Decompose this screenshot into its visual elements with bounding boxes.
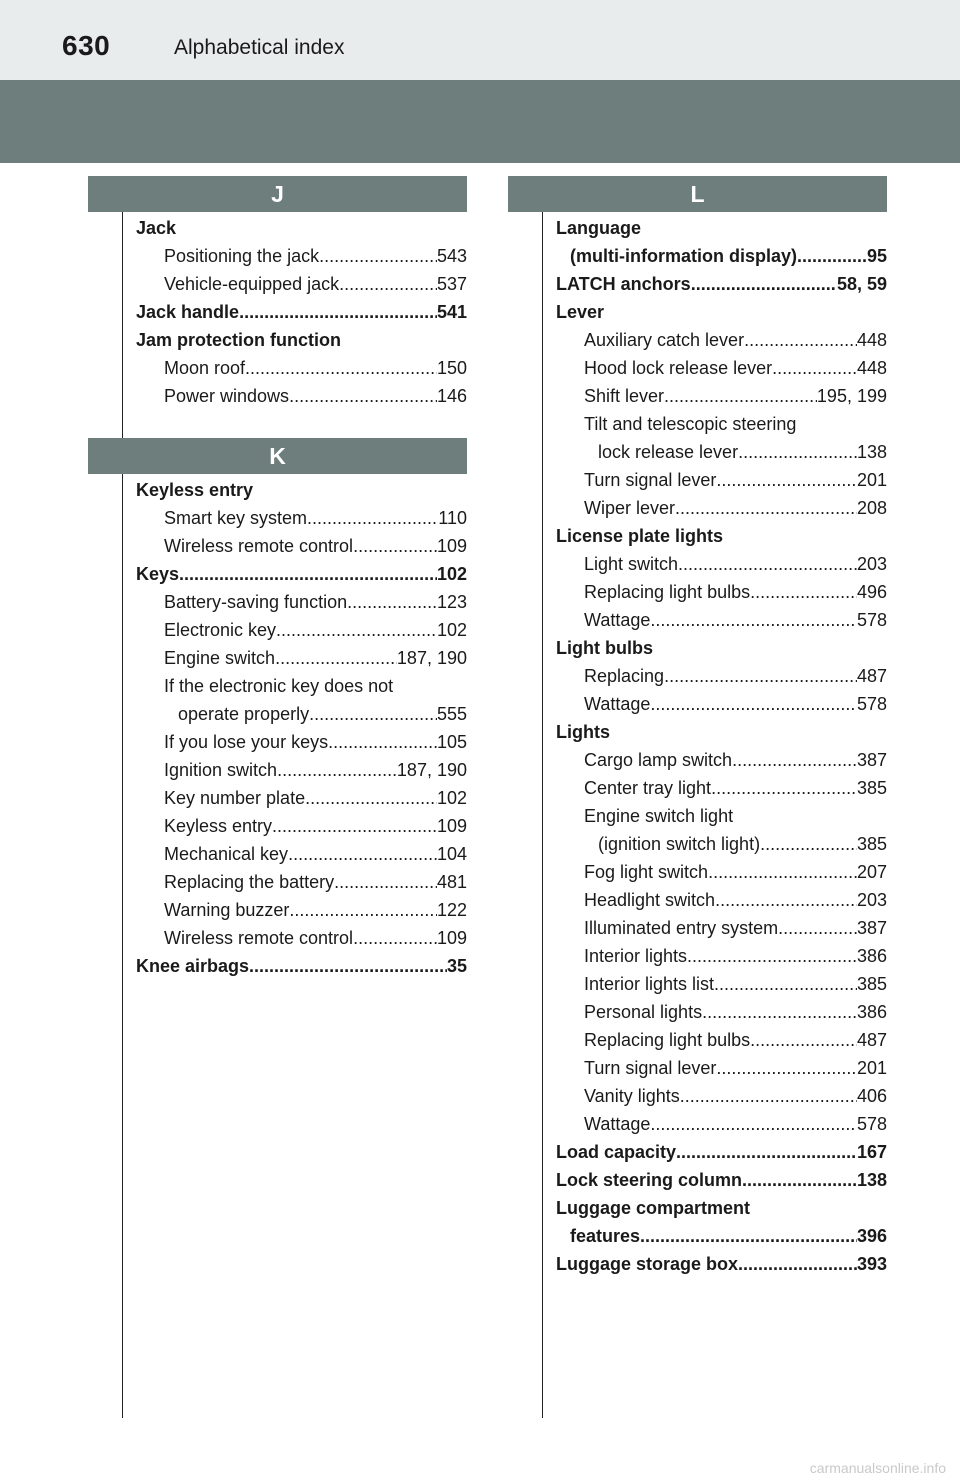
index-entry <box>556 382 887 410</box>
page-reference: 578 <box>856 694 887 714</box>
index-entry <box>556 802 887 830</box>
entry-label: Key number plate <box>164 788 306 808</box>
page-reference: 386 <box>856 946 887 966</box>
entry-label: Luggage compartment <box>556 1198 751 1218</box>
page-reference: 203 <box>856 554 887 574</box>
leader-dots <box>772 354 857 382</box>
entry-label: If you lose your keys <box>164 732 329 752</box>
page-number: 630 <box>62 30 111 61</box>
entry-label: Tilt and telescopic steering <box>584 414 797 434</box>
index-list-l <box>556 214 887 1278</box>
leader-dots <box>750 578 857 606</box>
leader-dots <box>347 588 437 616</box>
index-list-k <box>136 476 467 980</box>
page-reference: 146 <box>436 386 467 406</box>
index-entry <box>136 924 467 952</box>
index-entry <box>556 550 887 578</box>
index-entry <box>136 382 467 410</box>
leader-dots <box>309 700 437 728</box>
entry-label: Engine switch <box>164 648 276 668</box>
leader-dots <box>687 942 857 970</box>
index-entry <box>556 1054 887 1082</box>
leader-dots <box>742 1166 857 1194</box>
header-band <box>0 80 960 163</box>
entry-label: Lights <box>556 722 610 742</box>
page-reference: 448 <box>856 330 887 350</box>
index-entry <box>556 690 887 718</box>
leader-dots <box>277 756 397 784</box>
page-reference: 387 <box>856 750 887 770</box>
index-entry <box>556 970 887 998</box>
index-entry <box>136 700 467 728</box>
leader-dots <box>289 896 437 924</box>
entry-label: Engine switch light <box>584 806 734 826</box>
index-entry <box>556 242 887 270</box>
column-rule-right <box>542 212 543 1418</box>
index-entry <box>136 868 467 896</box>
index-entry <box>556 662 887 690</box>
entry-label: Wattage <box>584 610 651 630</box>
page-reference: 187, 190 <box>396 760 467 780</box>
page-reference: 109 <box>436 928 467 948</box>
page-reference: 448 <box>856 358 887 378</box>
leader-dots <box>675 494 857 522</box>
index-entry <box>136 326 467 354</box>
entry-label: Knee airbags <box>136 956 250 976</box>
entry-label: Wiper lever <box>584 498 676 518</box>
page-reference: 385 <box>856 778 887 798</box>
index-entry <box>556 998 887 1026</box>
entry-label: Smart key system <box>164 508 308 528</box>
index-entry <box>136 672 467 700</box>
leader-dots <box>640 1222 857 1250</box>
page-reference: 393 <box>856 1254 887 1274</box>
index-entry <box>556 214 887 242</box>
page-reference: 537 <box>436 274 467 294</box>
leader-dots <box>339 270 437 298</box>
entry-label: Light bulbs <box>556 638 653 658</box>
leader-dots <box>676 1138 857 1166</box>
page-reference: 104 <box>436 844 467 864</box>
index-entry <box>556 410 887 438</box>
leader-dots <box>678 550 857 578</box>
entry-label: features <box>570 1226 641 1246</box>
leader-dots <box>714 970 857 998</box>
entry-label: Language <box>556 218 642 238</box>
page-reference: 187, 190 <box>396 648 467 668</box>
index-entry <box>556 1082 887 1110</box>
index-entry <box>556 1194 887 1222</box>
entry-label: Jack handle <box>136 302 240 322</box>
page-reference: 201 <box>856 470 887 490</box>
leader-dots <box>272 812 437 840</box>
entry-label: Jam protection function <box>136 330 342 350</box>
entry-label: Center tray light <box>584 778 712 798</box>
page-reference: 138 <box>856 442 887 462</box>
page-title: Alphabetical index <box>174 36 345 59</box>
index-entry <box>556 1026 887 1054</box>
leader-dots <box>650 690 857 718</box>
entry-label: Keys <box>136 564 180 584</box>
index-entry <box>556 914 887 942</box>
index-entry <box>136 756 467 784</box>
page-reference: 195, 199 <box>816 386 887 406</box>
page-reference: 487 <box>856 1030 887 1050</box>
entry-label: Illuminated entry system <box>584 918 779 938</box>
leader-dots <box>708 858 857 886</box>
entry-label: Replacing light bulbs <box>584 582 751 602</box>
page-reference: 386 <box>856 1002 887 1022</box>
entry-label: Replacing light bulbs <box>584 1030 751 1050</box>
leader-dots <box>716 466 857 494</box>
page-reference: 496 <box>856 582 887 602</box>
entry-label: Keyless entry <box>164 816 273 836</box>
page-reference: 123 <box>436 592 467 612</box>
leader-dots <box>750 1026 857 1054</box>
leader-dots <box>680 1082 857 1110</box>
page-reference: 385 <box>856 974 887 994</box>
entry-label: License plate lights <box>556 526 724 546</box>
index-entry <box>556 858 887 886</box>
page-reference: 207 <box>856 862 887 882</box>
entry-label: Lever <box>556 302 605 322</box>
page-reference: 102 <box>436 564 467 584</box>
index-entry <box>556 1166 887 1194</box>
entry-label: Load capacity <box>556 1142 677 1162</box>
index-entry <box>136 896 467 924</box>
index-entry <box>136 242 467 270</box>
leader-dots <box>249 952 447 980</box>
entry-label: Turn signal lever <box>584 470 717 490</box>
entry-label: Replacing <box>584 666 665 686</box>
entry-label: Interior lights list <box>584 974 715 994</box>
entry-label: operate properly <box>178 704 310 724</box>
index-entry <box>556 634 887 662</box>
leader-dots <box>305 784 437 812</box>
page-reference: 109 <box>436 536 467 556</box>
index-entry <box>136 588 467 616</box>
entry-label: lock release lever <box>598 442 739 462</box>
page-reference: 578 <box>856 1114 887 1134</box>
index-entry <box>556 718 887 746</box>
index-entry <box>556 606 887 634</box>
index-entry <box>556 830 887 858</box>
entry-label: Ignition switch <box>164 760 278 780</box>
index-entry <box>556 522 887 550</box>
entry-label: Auxiliary catch lever <box>584 330 745 350</box>
page-reference: 385 <box>856 834 887 854</box>
page-reference: 481 <box>436 872 467 892</box>
entry-label: (multi-information display) <box>570 246 797 266</box>
page-reference: 167 <box>856 1142 887 1162</box>
entry-label: Cargo lamp switch <box>584 750 733 770</box>
entry-label: Wireless remote control <box>164 928 354 948</box>
leader-dots <box>711 774 857 802</box>
page-reference: 203 <box>856 890 887 910</box>
entry-label: Personal lights <box>584 1002 703 1022</box>
page-reference: 102 <box>436 620 467 640</box>
page-reference: 406 <box>856 1086 887 1106</box>
index-entry <box>556 886 887 914</box>
entry-label: Headlight switch <box>584 890 716 910</box>
leader-dots <box>778 914 857 942</box>
leader-dots <box>715 886 857 914</box>
page-reference: 487 <box>856 666 887 686</box>
page-reference: 109 <box>436 816 467 836</box>
page-reference: 138 <box>856 1170 887 1190</box>
entry-label: (ignition switch light) <box>598 834 761 854</box>
leader-dots <box>245 354 437 382</box>
index-entry <box>556 326 887 354</box>
page-reference: 208 <box>856 498 887 518</box>
section-header-j: J <box>88 176 467 212</box>
leader-dots <box>328 728 437 756</box>
index-entry <box>556 354 887 382</box>
index-entry <box>136 784 467 812</box>
leader-dots <box>797 242 867 270</box>
leader-dots <box>732 746 857 774</box>
page-reference: 102 <box>436 788 467 808</box>
index-entry <box>136 616 467 644</box>
leader-dots <box>716 1054 857 1082</box>
index-entry <box>556 1110 887 1138</box>
index-list-j <box>136 214 467 410</box>
page-reference: 105 <box>436 732 467 752</box>
entry-label: If the electronic key does not <box>164 676 394 696</box>
index-entry <box>136 560 467 588</box>
entry-label: Wattage <box>584 1114 651 1134</box>
index-entry <box>136 504 467 532</box>
entry-label: Vehicle-equipped jack <box>164 274 340 294</box>
page-reference: 110 <box>438 508 467 528</box>
entry-label: Battery-saving function <box>164 592 348 612</box>
page-reference: 122 <box>436 900 467 920</box>
index-entry <box>556 466 887 494</box>
entry-label: Mechanical key <box>164 844 289 864</box>
entry-label: Jack <box>136 218 177 238</box>
index-entry <box>136 270 467 298</box>
page-reference: 150 <box>436 358 467 378</box>
leader-dots <box>738 1250 857 1278</box>
leader-dots <box>319 242 437 270</box>
page-reference: 396 <box>856 1226 887 1246</box>
page-reference: 578 <box>856 610 887 630</box>
column-rule-left <box>122 212 123 1418</box>
page-reference: 35 <box>446 956 467 976</box>
leader-dots <box>744 326 857 354</box>
page-reference: 541 <box>436 302 467 322</box>
entry-label: Electronic key <box>164 620 277 640</box>
index-entry <box>136 840 467 868</box>
index-entry <box>556 438 887 466</box>
entry-label: Luggage storage box <box>556 1254 739 1274</box>
leader-dots <box>276 616 437 644</box>
entry-label: Vanity lights <box>584 1086 680 1106</box>
entry-label: LATCH anchors <box>556 274 691 294</box>
entry-label: Light switch <box>584 554 679 574</box>
index-entry <box>556 774 887 802</box>
index-entry <box>556 1250 887 1278</box>
leader-dots <box>664 662 857 690</box>
entry-label: Wireless remote control <box>164 536 354 556</box>
index-entry <box>136 354 467 382</box>
index-entry <box>556 494 887 522</box>
index-entry <box>136 952 467 980</box>
page-reference: 543 <box>436 246 467 266</box>
leader-dots <box>307 504 438 532</box>
index-entry <box>136 476 467 504</box>
entry-label: Fog light switch <box>584 862 709 882</box>
index-entry <box>556 942 887 970</box>
leader-dots <box>650 1110 857 1138</box>
section-header-l: L <box>508 176 887 212</box>
section-header-k: K <box>88 438 467 474</box>
leader-dots <box>664 382 817 410</box>
index-entry <box>136 298 467 326</box>
entry-label: Moon roof <box>164 358 246 378</box>
index-entry <box>556 578 887 606</box>
leader-dots <box>650 606 857 634</box>
entry-label: Wattage <box>584 694 651 714</box>
entry-label: Interior lights <box>584 946 688 966</box>
leader-dots <box>275 644 397 672</box>
entry-label: Keyless entry <box>136 480 254 500</box>
entry-label: Shift lever <box>584 386 665 406</box>
leader-dots <box>760 830 857 858</box>
entry-label: Lock steering column <box>556 1170 743 1190</box>
leader-dots <box>738 438 857 466</box>
entry-label: Warning buzzer <box>164 900 290 920</box>
index-entry <box>136 214 467 242</box>
leader-dots <box>288 840 437 868</box>
entry-label: Hood lock release lever <box>584 358 773 378</box>
page-header <box>0 0 960 80</box>
index-entry <box>556 270 887 298</box>
entry-label: Positioning the jack <box>164 246 320 266</box>
page-reference: 58, 59 <box>836 274 887 294</box>
leader-dots <box>289 382 437 410</box>
leader-dots <box>179 560 437 588</box>
page-reference: 387 <box>856 918 887 938</box>
index-entry <box>556 298 887 326</box>
leader-dots <box>239 298 437 326</box>
entry-label: Power windows <box>164 386 290 406</box>
page-reference: 555 <box>436 704 467 724</box>
leader-dots <box>353 532 437 560</box>
page-reference: 95 <box>866 246 887 266</box>
index-entry <box>136 812 467 840</box>
index-entry <box>556 746 887 774</box>
entry-label: Replacing the battery <box>164 872 335 892</box>
index-entry <box>136 728 467 756</box>
page-reference: 201 <box>856 1058 887 1078</box>
leader-dots <box>702 998 857 1026</box>
leader-dots <box>691 270 837 298</box>
entry-label: Turn signal lever <box>584 1058 717 1078</box>
leader-dots <box>334 868 437 896</box>
watermark: carmanualsonline.info <box>809 1460 946 1476</box>
index-entry <box>556 1222 887 1250</box>
index-entry <box>136 644 467 672</box>
leader-dots <box>353 924 437 952</box>
index-entry <box>136 532 467 560</box>
index-entry <box>556 1138 887 1166</box>
